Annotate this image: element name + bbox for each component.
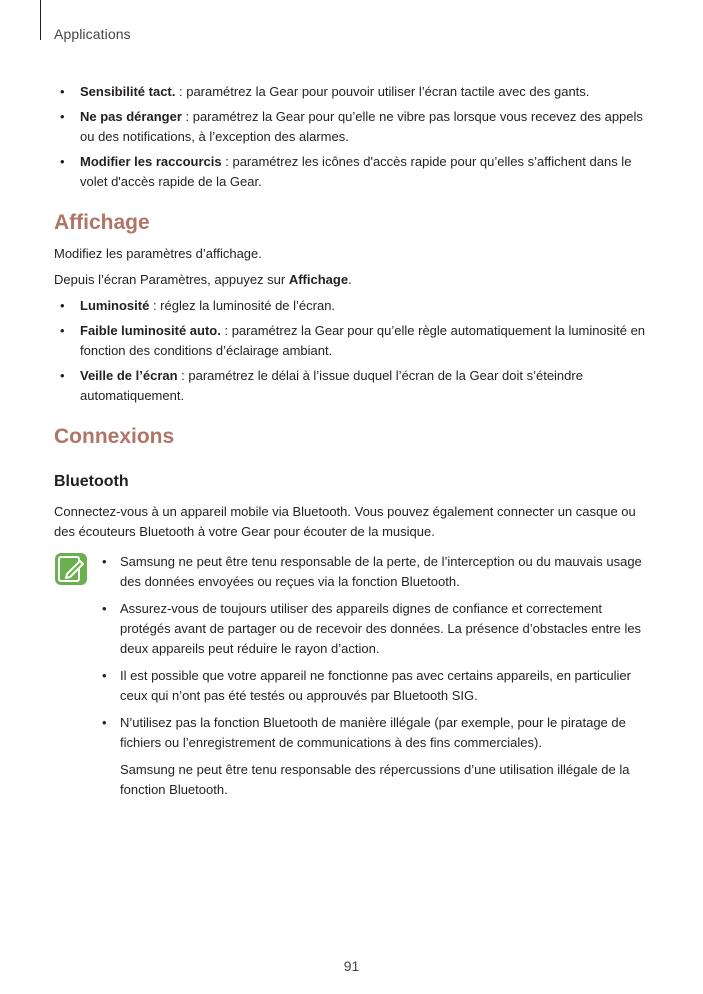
note-extra: Samsung ne peut être tenu responsable des répercussions d’une utilisation illégale de la fonction Bluetooth. [120,762,630,797]
list-item: • Ne pas déranger : paramétrez la Gear pour qu’elle ne vibre pas lorsque vous recevez des appels ou des notifications, à l’exception des alarmes. [60,109,643,144]
item-term: Modifier les raccourcis [80,154,222,169]
note-text: N’utilisez pas la fonction Bluetooth de manière illégale (par exemple, pour le piratage de fichiers ou l’enregistrement de communications à des fins commerciales). [120,715,626,750]
page-content [54,82,654,800]
item-term: Veille de l’écran [80,368,178,383]
list-item: • N’utilisez pas la fonction Bluetooth de manière illégale (par exemple, pour le piratage de fichiers ou l’enregistrement de communications à des fins commerciales). [102,715,626,750]
item-term: Sensibilité tact. [80,84,176,99]
instruction-prefix: Depuis l’écran Paramètres, appuyez sur [54,272,289,287]
section-title-affichage: Affichage [54,211,150,234]
bluetooth-intro: Connectez-vous à un appareil mobile via Bluetooth. Vous pouvez également connecter un casque ou des écouteurs Bluetooth à votre Gear pour écouter de la musique. [54,504,636,539]
note-text: Assurez-vous de toujours utiliser des appareils dignes de confiance et correctement protégés avant de partager ou de recevoir des données. La présence d’obstacles entre les deux appareils peut réduire le rayon d’action. [120,601,642,656]
section-title-connexions: Connexions [54,425,175,448]
item-text: : paramétrez la Gear pour qu’elle règle automatiquement la luminosité en fonction des conditions d’éclairage ambiant. [80,323,646,358]
item-text: : paramétrez la Gear pour pouvoir utiliser l’écran tactile avec des gants. [175,84,590,99]
item-text: : paramétrez les icônes d'accès rapide pour qu’elles s’affichent dans le volet d'accès rapide de la Gear. [80,154,632,189]
note-list [54,552,654,753]
list-item: • Assurez-vous de toujours utiliser des appareils dignes de confiance et correctement protégés avant de partager ou de recevoir des données. La présence d’obstacles entre les deux appareils peut réduire le rayon d’action. [102,601,642,656]
note-text: Samsung ne peut être tenu responsable de la perte, de l’interception ou du mauvais usage des données envoyées ou reçues via la fonction Bluetooth. [120,554,642,589]
affichage-intro: Modifiez les paramètres d’affichage. [54,246,262,261]
note-block [54,552,654,800]
list-item: • Veille de l’écran : paramétrez le délai à l’issue duquel l’écran de la Gear doit s’éteindre automatiquement. [60,368,583,403]
list-item: • Sensibilité tact. : paramétrez la Gear pour pouvoir utiliser l’écran tactile avec des gants. [60,84,590,99]
item-text: : paramétrez le délai à l’issue duquel l’écran de la Gear doit s’éteindre automatiquement. [80,368,583,403]
affichage-instruction [54,270,654,290]
item-term: Faible luminosité auto. [80,323,221,338]
list-item: • Luminosité : réglez la luminosité de l’écran. [60,298,336,313]
list-item: • Samsung ne peut être tenu responsable de la perte, de l’interception ou du mauvais usage des données envoyées ou reçues via la fonction Bluetooth. [102,554,642,589]
page-header-title: Applications [54,26,131,42]
page-number: 91 [343,958,360,974]
item-term: Luminosité [80,298,150,313]
affichage-list [54,296,654,406]
instruction-suffix: . [348,272,352,287]
note-text: Il est possible que votre appareil ne fonctionne pas avec certains appareils, en particulier ceux qui n’ont pas été testés ou approuvés par Bluetooth SIG. [120,668,631,703]
header-rule [40,0,41,40]
item-text: : réglez la luminosité de l’écran. [149,298,336,313]
list-item: • Faible luminosité auto. : paramétrez la Gear pour qu’elle règle automatiquement la luminosité en fonction des conditions d’éclairage ambiant. [60,323,646,358]
subsection-title-bluetooth: Bluetooth [54,473,129,490]
item-term: Ne pas déranger [80,109,182,124]
item-text: : paramétrez la Gear pour qu’elle ne vibre pas lorsque vous recevez des appels ou des notifications, à l’exception des alarmes. [80,109,643,144]
instruction-term: Affichage [288,272,349,287]
list-item: • Il est possible que votre appareil ne fonctionne pas avec certains appareils, en particulier ceux qui n’ont pas été testés ou approuvés par Bluetooth SIG. [102,668,631,703]
settings-list [54,82,654,192]
list-item: • Modifier les raccourcis : paramétrez les icônes d'accès rapide pour qu’elles s’affichent dans le volet d'accès rapide de la Gear. [60,154,632,189]
